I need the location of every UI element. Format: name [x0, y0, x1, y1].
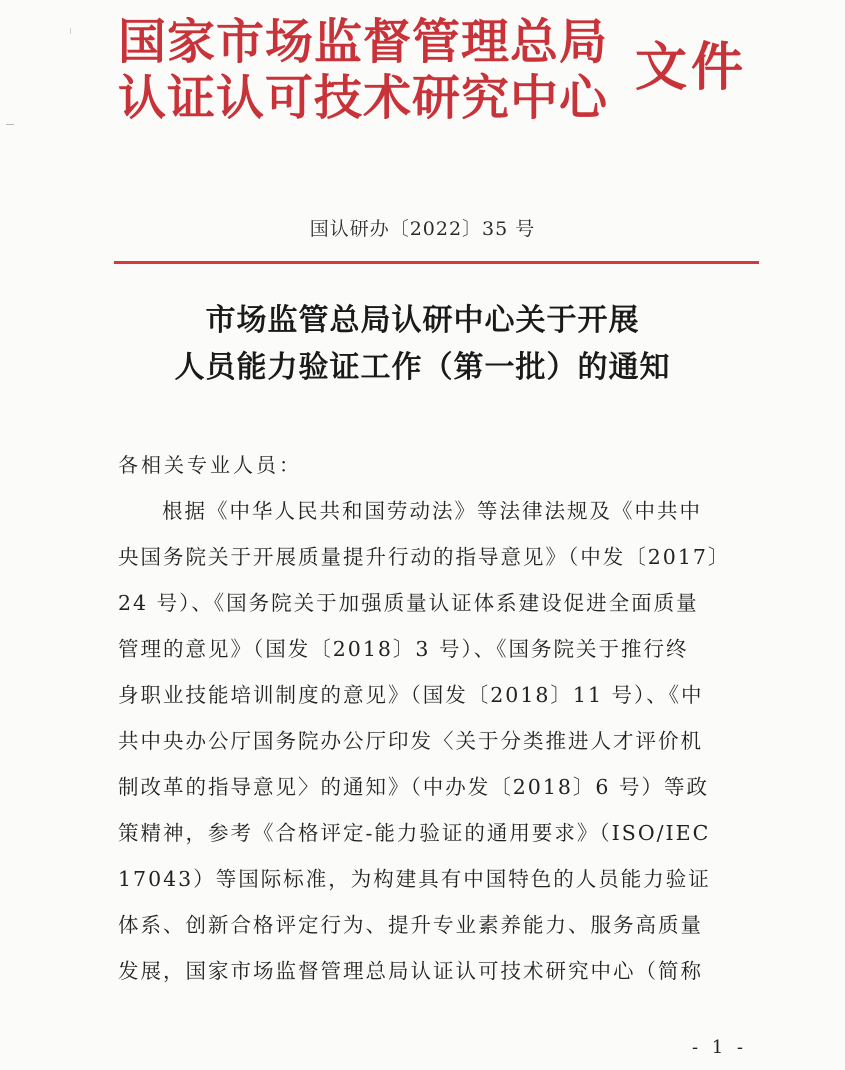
salutation: 各相关专业人员：	[118, 453, 302, 477]
masthead	[118, 14, 758, 134]
body-line: 共中央办公厅国务院办公厅印发〈关于分类推进人才评价机	[118, 729, 703, 753]
body-line: 策精神，参考《合格评定-能力验证的通用要求》（ISO/IEC	[118, 821, 711, 845]
masthead-line-2: 认证认可技术研究中心	[118, 70, 609, 126]
red-separator-line	[114, 261, 759, 264]
masthead-issuer	[118, 14, 608, 126]
scan-margin-mark	[6, 124, 14, 125]
body-line: 身职业技能培训制度的意见》（国发〔2018〕11 号）、《中	[118, 683, 704, 707]
body-line: 24 号）、《国务院关于加强质量认证体系建设促进全面质量	[118, 591, 699, 615]
document-number: 国认研办〔2022〕35 号	[309, 218, 536, 240]
scan-margin-mark	[70, 28, 71, 34]
page-number: - 1 -	[691, 1037, 747, 1058]
body-line: 根据《中华人民共和国劳动法》等法律法规及《中共中	[162, 499, 702, 523]
masthead-suffix: 文件	[635, 37, 748, 98]
title-line-1: 市场监管总局认研中心关于开展	[205, 303, 640, 338]
body-line: 体系、创新合格评定行为、提升专业素养能力、服务高质量	[118, 913, 703, 937]
body-line: 17043）等国际标准，为构建具有中国特色的人员能力验证	[118, 867, 711, 891]
masthead-line-1: 国家市场监督管理总局	[118, 14, 609, 70]
title-line-2: 人员能力验证工作（第一批）的通知	[174, 350, 671, 385]
body-line: 发展，国家市场监督管理总局认证认可技术研究中心（简称	[118, 959, 703, 983]
body-line: 制改革的指导意见〉的通知》（中办发〔2018〕6 号）等政	[118, 775, 709, 799]
body-line: 管理的意见》（国发〔2018〕3 号）、《国务院关于推行终	[118, 637, 689, 661]
body-line: 央国务院关于开展质量提升行动的指导意见》（中发〔2017〕	[118, 545, 731, 569]
body-text	[118, 490, 758, 996]
document-title	[0, 297, 845, 391]
